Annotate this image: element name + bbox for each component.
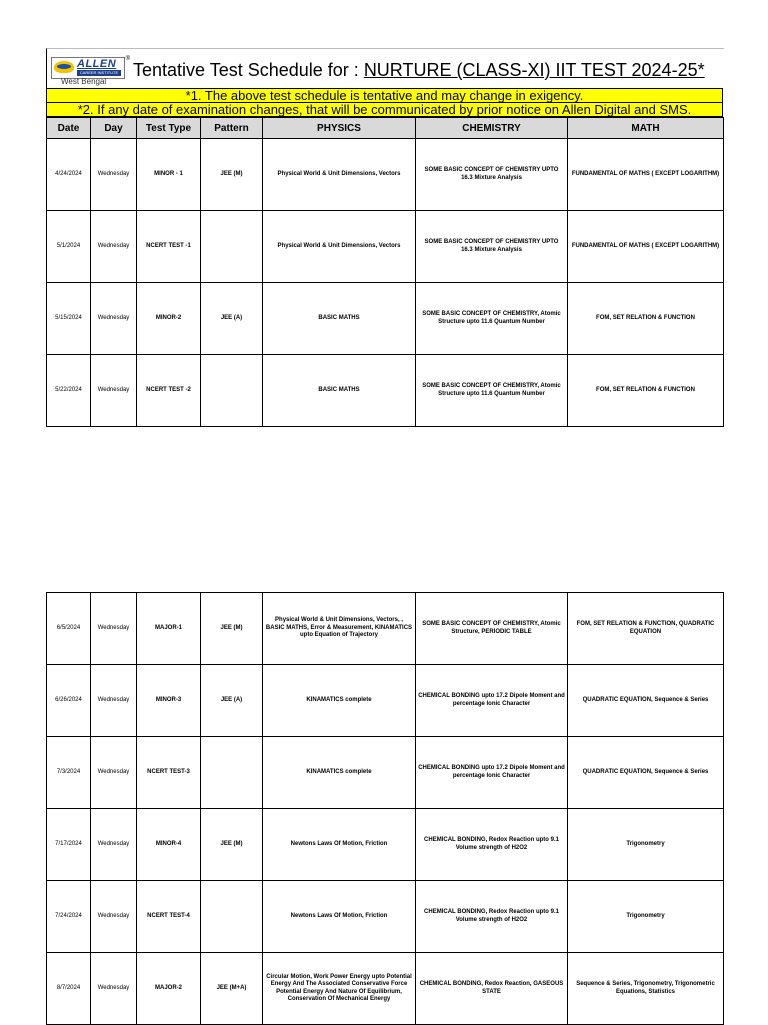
cell-day: Wednesday xyxy=(91,355,137,427)
cell-math: FOM, SET RELATION & FUNCTION xyxy=(568,283,724,355)
col-header-math: MATH xyxy=(568,118,724,139)
cell-math: QUADRATIC EQUATION, Sequence & Series xyxy=(568,665,724,737)
allen-emblem-icon xyxy=(54,61,74,73)
cell-test-type: NCERT TEST-3 xyxy=(137,737,201,809)
cell-math: FUNDAMENTAL OF MATHS ( EXCEPT LOGARITHM) xyxy=(568,139,724,211)
page-title xyxy=(133,60,705,81)
cell-chemistry: CHEMICAL BONDING upto 17.2 Dipole Moment and percentage Ionic Character xyxy=(416,737,568,809)
cell-pattern: JEE (A) xyxy=(201,283,263,355)
cell-pattern xyxy=(201,211,263,283)
cell-test-type: NCERT TEST-4 xyxy=(137,881,201,953)
cell-test-type: MAJOR-2 xyxy=(137,953,201,1025)
cell-pattern xyxy=(201,881,263,953)
cell-date: 5/22/2024 xyxy=(47,355,91,427)
cell-math: Trigonometry xyxy=(568,809,724,881)
cell-math: FUNDAMENTAL OF MATHS ( EXCEPT LOGARITHM) xyxy=(568,211,724,283)
logo-text: ALLEN xyxy=(77,58,117,70)
cell-test-type: MAJOR-1 xyxy=(137,593,201,665)
col-header-day: Day xyxy=(91,118,137,139)
cell-day: Wednesday xyxy=(91,953,137,1025)
cell-physics: Circular Motion, Work Power Energy upto Potential Energy And The Associated Conservative Force Potential Energy And Nature Of Equilibrium, Conservation Of Mechanical Energy xyxy=(263,953,416,1025)
cell-date: 7/3/2024 xyxy=(47,737,91,809)
table-row xyxy=(47,881,724,953)
schedule-table-1 xyxy=(46,117,724,427)
cell-test-type: NCERT TEST -2 xyxy=(137,355,201,427)
table-row xyxy=(47,953,724,1025)
cell-chemistry: CHEMICAL BONDING, Redox Reaction, GASEOUS STATE xyxy=(416,953,568,1025)
notice-tentative: *1. The above test schedule is tentative and may change in exigency. xyxy=(46,88,723,103)
cell-day: Wednesday xyxy=(91,881,137,953)
logo-trademark: ® xyxy=(125,56,130,62)
cell-physics: Newtons Laws Of Motion, Friction xyxy=(263,881,416,953)
cell-physics: BASIC MATHS xyxy=(263,355,416,427)
cell-day: Wednesday xyxy=(91,737,137,809)
col-header-date: Date xyxy=(47,118,91,139)
cell-physics: Physical World & Unit Dimensions, Vectors xyxy=(263,211,416,283)
table-header-row xyxy=(47,118,724,139)
logo-subtext: CAREER INSTITUTE xyxy=(77,70,121,76)
allen-logo xyxy=(51,56,130,79)
cell-chemistry: SOME BASIC CONCEPT OF CHEMISTRY UPTO 16.3 Mixture Analysis xyxy=(416,139,568,211)
cell-test-type: MINOR-2 xyxy=(137,283,201,355)
cell-date: 5/15/2024 xyxy=(47,283,91,355)
cell-math: FOM, SET RELATION & FUNCTION, QUADRATIC EQUATION xyxy=(568,593,724,665)
cell-date: 7/17/2024 xyxy=(47,809,91,881)
region-label: West Bengal xyxy=(61,77,107,86)
cell-day: Wednesday xyxy=(91,665,137,737)
cell-chemistry: SOME BASIC CONCEPT OF CHEMISTRY UPTO 16.3 Mixture Analysis xyxy=(416,211,568,283)
cell-pattern: JEE (M) xyxy=(201,593,263,665)
cell-physics: Physical World & Unit Dimensions, Vectors, , BASIC MATHS, Error & Measurement, KINAMATICS upto Equation of Trajectory xyxy=(263,593,416,665)
cell-chemistry: CHEMICAL BONDING upto 17.2 Dipole Moment and percentage Ionic Character xyxy=(416,665,568,737)
cell-day: Wednesday xyxy=(91,593,137,665)
table-row xyxy=(47,139,724,211)
cell-date: 6/26/2024 xyxy=(47,665,91,737)
cell-test-type: MINOR-4 xyxy=(137,809,201,881)
cell-date: 7/24/2024 xyxy=(47,881,91,953)
notice-date-change: *2. If any date of examination changes, that will be communicated by prior notice on Allen Digital and SMS. xyxy=(46,102,723,117)
cell-pattern xyxy=(201,737,263,809)
table-row xyxy=(47,211,724,283)
cell-test-type: MINOR - 1 xyxy=(137,139,201,211)
cell-pattern: JEE (M) xyxy=(201,809,263,881)
cell-chemistry: SOME BASIC CONCEPT OF CHEMISTRY, Atomic Structure upto 11.6 Quantum Number xyxy=(416,283,568,355)
cell-physics: Physical World & Unit Dimensions, Vectors xyxy=(263,139,416,211)
cell-physics: Newtons Laws Of Motion, Friction xyxy=(263,809,416,881)
cell-day: Wednesday xyxy=(91,283,137,355)
cell-pattern xyxy=(201,355,263,427)
cell-day: Wednesday xyxy=(91,809,137,881)
sheet-header xyxy=(46,48,724,89)
table-row xyxy=(47,665,724,737)
cell-physics: KINAMATICS complete xyxy=(263,665,416,737)
table-row xyxy=(47,593,724,665)
table-row xyxy=(47,283,724,355)
cell-math: Trigonometry xyxy=(568,881,724,953)
cell-day: Wednesday xyxy=(91,139,137,211)
cell-physics: BASIC MATHS xyxy=(263,283,416,355)
cell-pattern: JEE (M) xyxy=(201,139,263,211)
cell-test-type: NCERT TEST -1 xyxy=(137,211,201,283)
schedule-table-2 xyxy=(46,592,724,1025)
cell-physics: KINAMATICS complete xyxy=(263,737,416,809)
table-row xyxy=(47,737,724,809)
cell-pattern: JEE (M+A) xyxy=(201,953,263,1025)
cell-date: 4/24/2024 xyxy=(47,139,91,211)
col-header-test-type: Test Type xyxy=(137,118,201,139)
col-header-chemistry: CHEMISTRY xyxy=(416,118,568,139)
title-main: NURTURE (CLASS-XI) IIT TEST 2024-25* xyxy=(363,60,705,80)
cell-chemistry: SOME BASIC CONCEPT OF CHEMISTRY, Atomic Structure upto 11.6 Quantum Number xyxy=(416,355,568,427)
cell-math: Sequence & Series, Trigonometry, Trigonometric Equations, Statistics xyxy=(568,953,724,1025)
cell-test-type: MINOR-3 xyxy=(137,665,201,737)
table-row xyxy=(47,809,724,881)
cell-day: Wednesday xyxy=(91,211,137,283)
cell-math: FOM, SET RELATION & FUNCTION xyxy=(568,355,724,427)
cell-chemistry: CHEMICAL BONDING, Redox Reaction upto 9.1 Volume strength of H2O2 xyxy=(416,881,568,953)
title-prefix: Tentative Test Schedule for : xyxy=(133,60,364,80)
cell-math: QUADRATIC EQUATION, Sequence & Series xyxy=(568,737,724,809)
cell-date: 5/1/2024 xyxy=(47,211,91,283)
cell-chemistry: SOME BASIC CONCEPT OF CHEMISTRY, Atomic Structure, PERIODIC TABLE xyxy=(416,593,568,665)
table-row xyxy=(47,355,724,427)
cell-pattern: JEE (A) xyxy=(201,665,263,737)
cell-chemistry: CHEMICAL BONDING, Redox Reaction upto 9.1 Volume strength of H2O2 xyxy=(416,809,568,881)
col-header-physics: PHYSICS xyxy=(263,118,416,139)
col-header-pattern: Pattern xyxy=(201,118,263,139)
cell-date: 6/5/2024 xyxy=(47,593,91,665)
cell-date: 8/7/2024 xyxy=(47,953,91,1025)
